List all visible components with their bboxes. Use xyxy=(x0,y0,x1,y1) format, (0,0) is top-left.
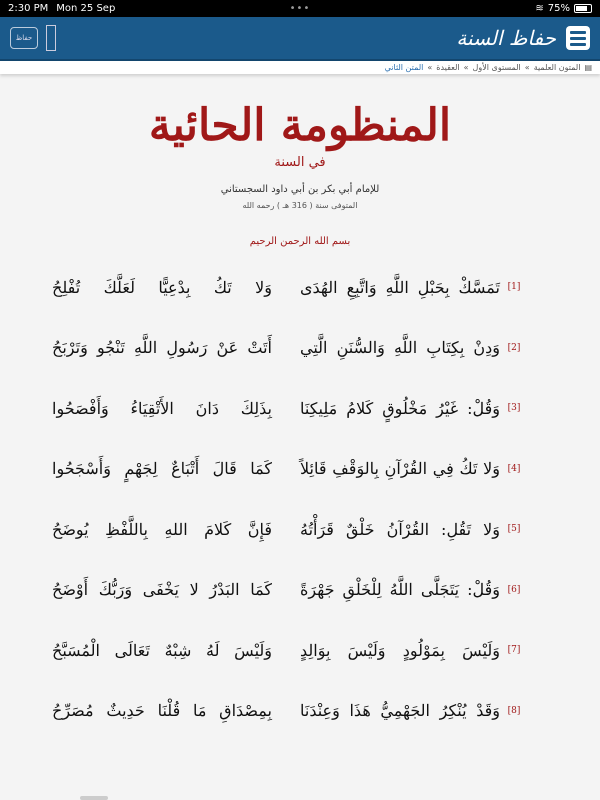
verse-row xyxy=(0,681,600,742)
verse-first-half: وَقَدْ يُنْكِرُ الجَهْمِيُّ هَذَا وَعِنْدَنَا xyxy=(300,701,500,721)
verse-number[interactable]: [3] xyxy=(507,403,521,414)
verse-first-half: وَدِنْ بِكِتَابِ اللَّهِ وَالسُّنَنِ الَّتِي xyxy=(300,338,500,358)
verse-second-half: وَلَيْسَ لَهُ شِبْهٌ تَعَالَى الْمُسَبَّحُ xyxy=(52,640,272,660)
verse-number[interactable]: [5] xyxy=(507,524,521,535)
verse-number[interactable]: [2] xyxy=(507,342,521,353)
verse-second-half: بِمِصْدَاقِ مَا قُلْنَا حَدِيثٌ مُصَرِّحُ xyxy=(52,701,272,721)
status-time: 2:30 PM xyxy=(8,3,49,14)
verse-row xyxy=(0,560,600,621)
breadcrumb-item[interactable]: المستوى الأول xyxy=(472,63,521,72)
verse-second-half: كَمَا قَالَ أَتْبَاعٌ لِجَهْمٍ وَأَسْجَحُوا xyxy=(52,459,272,479)
multitask-dots-icon[interactable]: ••• xyxy=(289,3,311,14)
battery-icon xyxy=(574,4,592,13)
verse-number[interactable]: [8] xyxy=(507,705,521,716)
verse-first-half: وَلا تَكُ فِي القُرْآنِ بِالوَقْفِ قَائِلاً xyxy=(300,459,500,479)
breadcrumb-item[interactable]: العقيدة xyxy=(436,63,460,72)
breadcrumb xyxy=(0,61,600,74)
app-header xyxy=(0,17,600,61)
brand-logo[interactable]: حفاظ السنة xyxy=(456,26,556,50)
basmala: بسم الله الرحمن الرحيم xyxy=(249,236,351,247)
verse-second-half: بِذَلِكَ دَانَ الأَتْقِيَاءُ وَأَفْصَحُوا xyxy=(52,398,272,418)
verse-first-half: وَلا تَقُلِ: القُرْآنُ خَلْقٌ قَرَأْتُهُ xyxy=(300,519,500,539)
verse-number[interactable]: [4] xyxy=(507,463,521,474)
site-logo[interactable]: حفاظ xyxy=(10,27,38,49)
page-subtitle: في السنة xyxy=(274,155,326,170)
breadcrumb-separator: » xyxy=(524,63,530,72)
verse-row xyxy=(0,439,600,500)
verse-row xyxy=(0,378,600,439)
breadcrumb-separator: » xyxy=(463,63,469,72)
death-line: المتوفى سنة ( 316 هـ ) رحمه الله xyxy=(242,201,358,210)
verse-first-half: تَمَسَّكْ بِحَبْلِ اللَّهِ وَاتَّبِعِ الهُدَى xyxy=(300,277,500,297)
battery-percent: 75% xyxy=(547,3,570,14)
scrollbar[interactable] xyxy=(80,796,108,800)
verse-first-half: وَقُلْ: يَتَجَلَّى اللَّهُ لِلْخَلْقِ جَهْرَةً xyxy=(300,580,500,600)
verse-row xyxy=(0,257,600,318)
verse-list xyxy=(0,257,600,741)
breadcrumb-separator: » xyxy=(427,63,433,72)
verse-number[interactable]: [7] xyxy=(507,645,521,656)
minaret-logo-icon xyxy=(46,25,56,51)
verse-row xyxy=(0,499,600,560)
verse-first-half: وَلَيْسَ بِمَوْلُودٍ وَلَيْسَ بِوَالِدٍ xyxy=(300,640,500,660)
verse-row xyxy=(0,318,600,379)
status-date: Mon 25 Sep xyxy=(56,3,116,14)
verse-first-half: وَقُلْ: غَيْرُ مَخْلُوقٍ كَلامُ مَلِيكِنَا xyxy=(300,398,500,418)
verse-row xyxy=(0,620,600,681)
document-icon: ▤ xyxy=(584,63,592,72)
verse-second-half: وَلا تَكُ بِدْعِيًّا لَعَلَّكَ تُفْلِحُ xyxy=(52,277,272,297)
page-title: المنظومة الحائية xyxy=(148,100,452,151)
verse-second-half: أَتَتْ عَنْ رَسُولِ اللَّهِ تَنْجُو وَتَرْبَحُ xyxy=(52,338,272,358)
document-content xyxy=(0,100,600,741)
breadcrumb-current: المتن الثاني xyxy=(384,63,424,72)
verse-second-half: فَإِنَّ كَلامَ اللهِ بِاللَّفْظِ يُوضَحُ xyxy=(52,519,272,539)
verse-second-half: كَمَا البَدْرُ لا يَخْفَى وَرَبُّكَ أَوْضَحُ xyxy=(52,580,272,600)
wifi-icon: ≋ xyxy=(535,3,544,14)
menu-button[interactable] xyxy=(566,26,590,50)
verse-number[interactable]: [6] xyxy=(507,584,521,595)
author-line: للإمام أبي بكر بن أبي داود السجستاني xyxy=(220,184,380,195)
status-bar xyxy=(0,0,600,17)
breadcrumb-item[interactable]: المتون العلمية xyxy=(533,63,581,72)
verse-number[interactable]: [1] xyxy=(507,282,521,293)
